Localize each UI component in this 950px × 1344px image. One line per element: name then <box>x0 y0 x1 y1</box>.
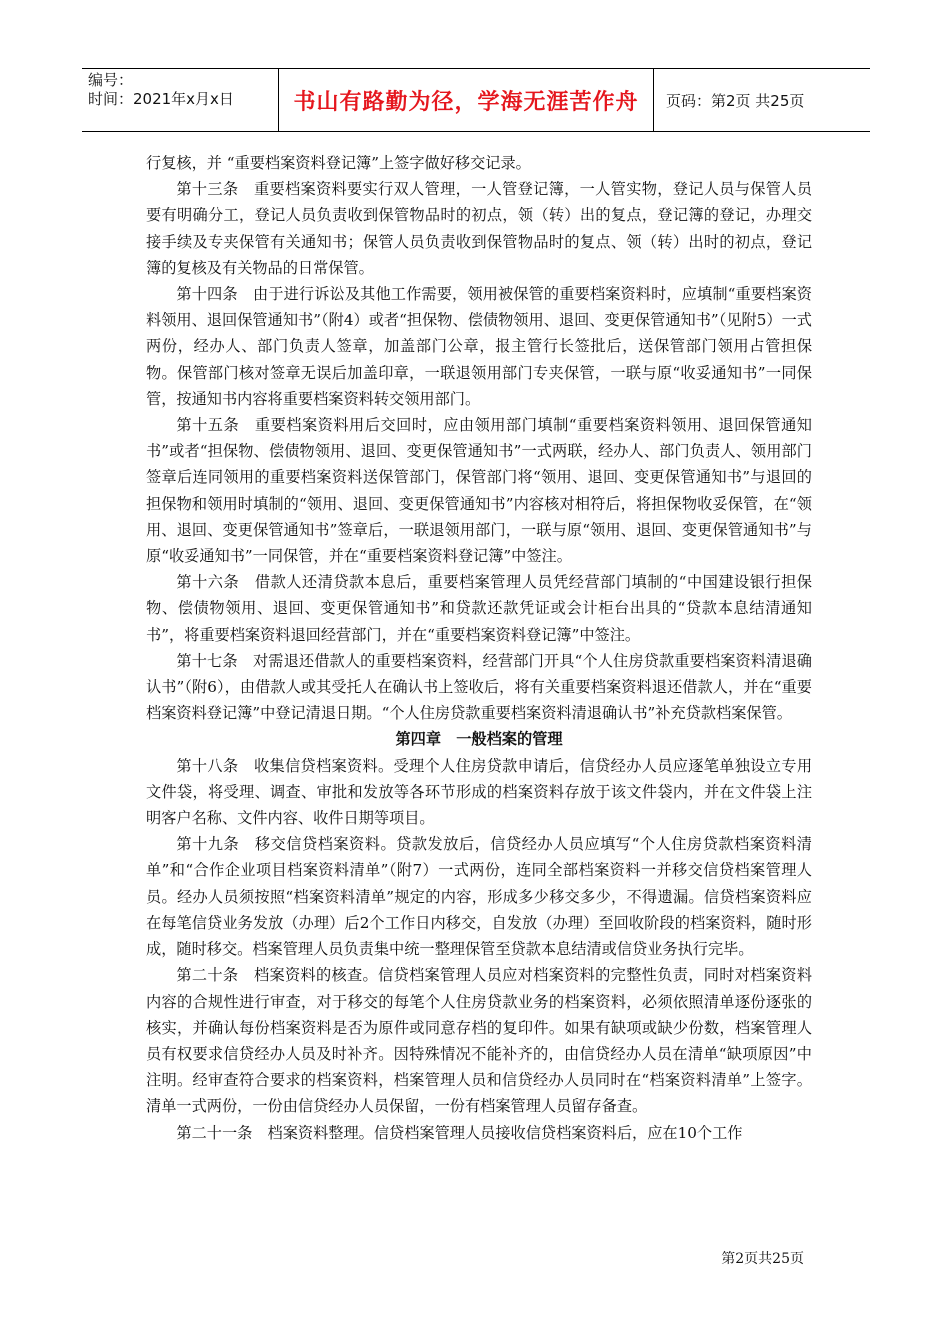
paragraph: 第十六条 借款人还清贷款本息后，重要档案管理人员凭经营部门填制的“中国建设银行担保物、偿债物领用、退回、变更保管通知书”和贷款还款凭证或会计柜台出具的“贷款本息结清通知书”，将重要档案资料退回经营部门，并在“重要档案资料登记簿”中签注。 <box>146 573 812 644</box>
paragraph: 行复核，并 “重要档案资料登记簿”上签字做好移交记录。 <box>146 154 531 172</box>
page-footer: 第2页共25页 <box>721 1251 804 1267</box>
paragraph: 第十九条 移交信贷档案资料。贷款发放后，信贷经办人员应填写“个人住房贷款档案资料清单”和“合作企业项目档案资料清单”（附7）一式两份，连同全部档案资料一并移交信贷档案管理人员。经办人员须按照“档案资料清单”规定的内容，形成多少移交多少，不得遗漏。信贷档案资料应在每笔信贷业务发放（办理）后2个工作日内移交，自发放（办理）至回收阶段的档案资料，随时形成，随时移交。档案管理人员负责集中统一整理保管至贷款本息结清或信贷业务执行完毕。 <box>146 835 812 959</box>
chapter-heading: 第四章 一般档案的管理 <box>395 730 563 749</box>
document-body <box>146 150 812 1146</box>
paragraph: 第二十条 档案资料的核查。信贷档案管理人员应对档案资料的完整性负责，同时对档案资料内容的合规性进行审查，对于移交的每笔个人住房贷款业务的档案资料，必须依照清单逐份逐张的核实，并确认每份档案资料是否为原件或同意存档的复印件。如果有缺项或缺少份数，档案管理人员有权要求信贷经办人员及时补齐。因特殊情况不能补齐的，由信贷经办人员在清单“缺项原因”中注明。经审查符合要求的档案资料，档案管理人员和信贷经办人员同时在“档案资料清单”上签字。清单一式两份，一份由信贷经办人员保留，一份有档案管理人员留存备查。 <box>146 966 812 1116</box>
paragraph: 第十七条 对需退还借款人的重要档案资料，经营部门开具“个人住房贷款重要档案资料清退确认书”（附6），由借款人或其受托人在确认书上签收后，将有关重要档案资料退还借款人，并在“重要档案资料登记簿”中登记清退日期。“个人住房贷款重要档案资料清退确认书”补充贷款档案保管。 <box>146 651 812 723</box>
header-page-number: 页码：第2页 共25页 <box>666 91 805 110</box>
paragraph: 第十四条 由于进行诉讼及其他工作需要，领用被保管的重要档案资料时，应填制“重要档案资料领用、退回保管通知书”（附4）或者“担保物、偿债物领用、退回、变更保管通知书”（见附5）一式两份，经办人、部门负责人签章，加盖部门公章，报主管行长签批后，送保管部门领用占管担保物。保管部门核对签章无误后加盖印章，一联退领用部门专夹保管，一联与原“收妥通知书”一同保管，按通知书内容将重要档案资料转交领用部门。 <box>146 285 812 408</box>
paragraph: 第十五条 重要档案资料用后交回时，应由领用部门填制“重要档案资料领用、退回保管通知书”或者“担保物、偿债物领用、退回、变更保管通知书”一式两联，经办人、部门负责人、领用部门签章后连同领用的重要档案资料送保管部门，保管部门将“领用、退回、变更保管通知书”与退回的担保物和领用时填制的“领用、退回、变更保管通知书”内容核对相符后，将担保物收妥保管，在“领用、退回、变更保管通知书”签章后，一联退领用部门，一联与原“领用、退回、变更保管通知书”与原“收妥通知书”一同保管，并在“重要档案资料登记簿”中签注。 <box>146 416 812 566</box>
paragraph: 第十三条 重要档案资料要实行双人管理，一人管登记簿，一人管实物，登记人员与保管人员要有明确分工，登记人员负责收到保管物品时的初点，领（转）出的复点，登记簿的登记，办理交接手续及专夹保管有关通知书；保管人员负责收到保管物品时的复点、领（转）出时的初点，登记簿的复核及有关物品的日常保管。 <box>146 180 812 277</box>
document-number-label: 编号： <box>88 71 134 89</box>
header-motto: 书山有路勤为径，学海无涯苦作舟 <box>279 69 654 131</box>
document-time-label: 时间：2021年x月x日 <box>88 90 234 108</box>
paragraph: 第十八条 收集信贷档案资料。受理个人住房贷款申请后，信贷经办人员应逐笔单独设立专用文件袋，将受理、调查、审批和发放等各环节形成的档案资料存放于该文件袋内，并在文件袋上注明客户名称、文件内容、收件日期等项目。 <box>146 756 812 828</box>
paragraph: 第二十一条 档案资料整理。信贷档案管理人员接收信贷档案资料后，应在10个工作 <box>176 1123 743 1142</box>
header-meta <box>82 69 279 131</box>
page-header <box>82 68 870 132</box>
